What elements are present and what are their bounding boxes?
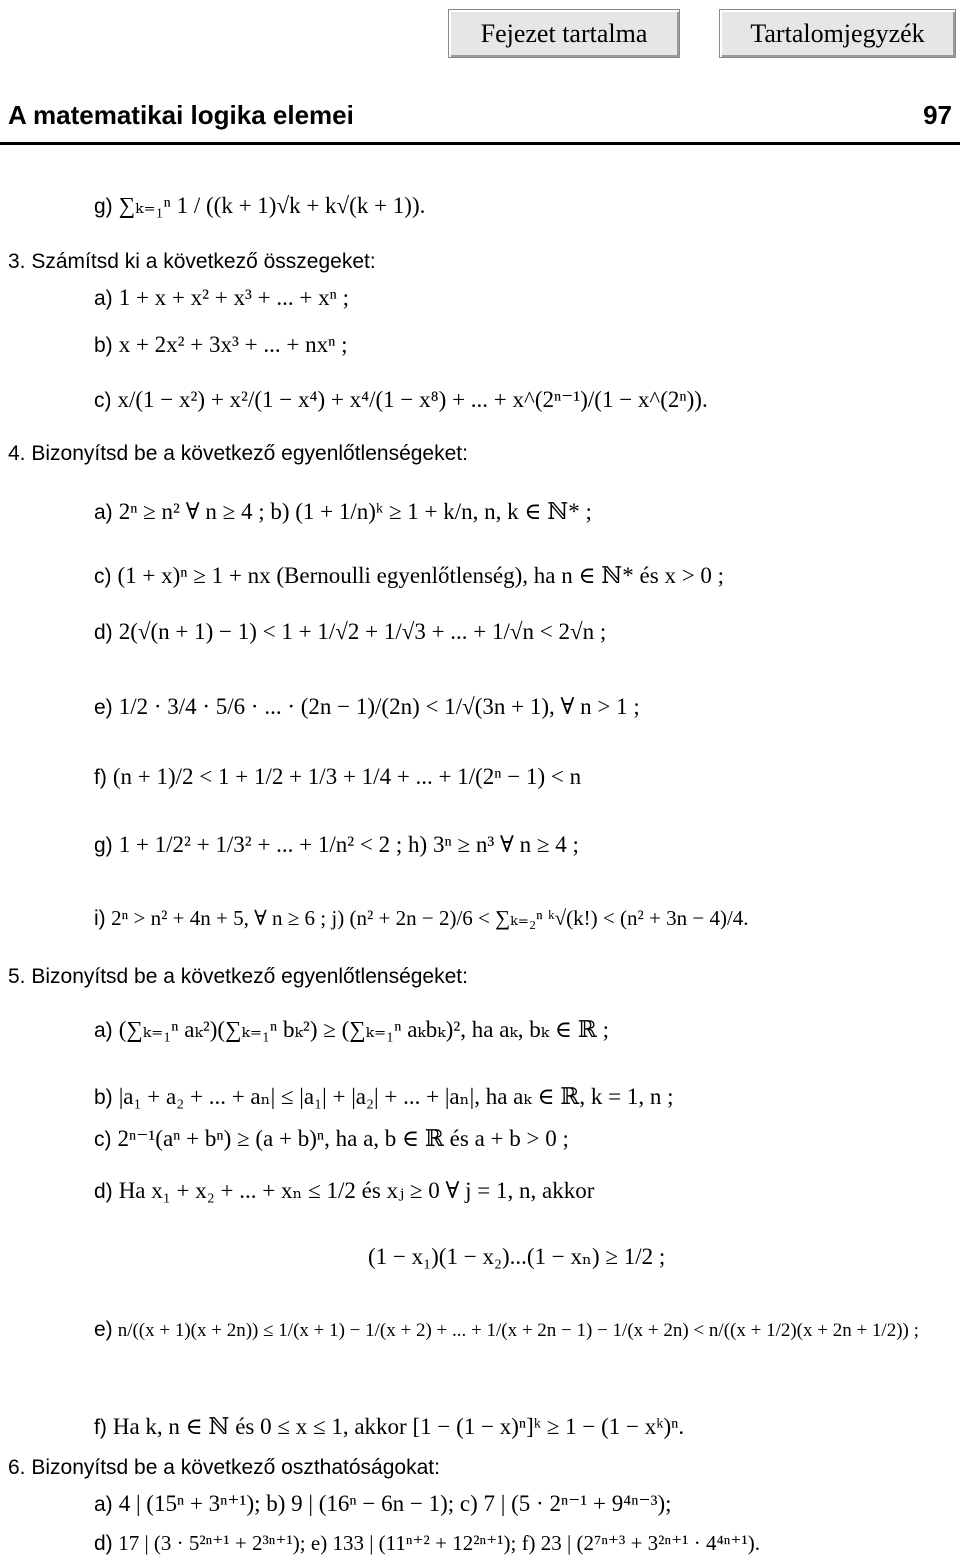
exercise-5a: a) (∑ₖ₌₁ⁿ aₖ²)(∑ₖ₌₁ⁿ bₖ²) ≥ (∑ₖ₌₁ⁿ aₖbₖ)², ha aₖ, bₖ ∈ ℝ ; [94,1017,609,1042]
exercise-3a: a) 1 + x + x² + x³ + ... + xⁿ ; [94,285,349,310]
exercise-5f: f) Ha k, n ∈ ℕ és 0 ≤ x ≤ 1, akkor [1 − (1 − x)ⁿ]ᵏ ≥ 1 − (1 − xᵏ)ⁿ. [94,1414,685,1439]
task-6-heading: 6. Bizonyítsd be a következő oszthatóságokat: [8,1456,440,1479]
table-of-contents-button[interactable]: Tartalomjegyzék [719,9,956,58]
exercise-3c: c) x/(1 − x²) + x²/(1 − x⁴) + x⁴/(1 − x⁸) + ... + x^(2ⁿ⁻¹)/(1 − x^(2ⁿ)). [94,387,708,412]
exercise-3b: b) x + 2x² + 3x³ + ... + nxⁿ ; [94,332,348,357]
exercise-4c: c) (1 + x)ⁿ ≥ 1 + nx (Bernoulli egyenlőtlenség), ha n ∈ ℕ* és x > 0 ; [94,563,725,588]
exercise-5c: c) 2ⁿ⁻¹(aⁿ + bⁿ) ≥ (a + b)ⁿ, ha a, b ∈ ℝ és a + b > 0 ; [94,1126,569,1151]
header-rule [0,142,960,145]
chapter-contents-button[interactable]: Fejezet tartalma [448,9,680,58]
page-number: 97 [923,100,952,130]
task-4-heading: 4. Bizonyítsd be a következő egyenlőtlenségeket: [8,442,468,465]
exercise-2g: g) ∑ₖ₌₁ⁿ 1 / ((k + 1)√k + k√(k + 1)). [94,193,426,218]
exercise-6d-6f: d) 17 | (3 · 5²ⁿ⁺¹ + 2³ⁿ⁺¹); e) 133 | (11ⁿ⁺² + 12²ⁿ⁺¹); f) 23 | (2⁷ⁿ⁺³ + 3²ⁿ⁺¹ · 4⁴ⁿ⁺¹). [94,1531,760,1555]
task-5-heading: 5. Bizonyítsd be a következő egyenlőtlenségeket: [8,965,468,988]
exercise-4i-4j: i) 2ⁿ > n² + 4n + 5, ∀ n ≥ 6 ; j) (n² + 2n − 2)/6 < ∑ₖ₌₂ⁿ ᵏ√(k!) < (n² + 3n − 4)/4. [94,906,749,930]
exercise-5b: b) |a₁ + a₂ + ... + aₙ| ≤ |a₁| + |a₂| + ... + |aₙ|, ha aₖ ∈ ℝ, k = 1, n ; [94,1084,674,1109]
exercise-6a-6c: a) 4 | (15ⁿ + 3ⁿ⁺¹); b) 9 | (16ⁿ − 6n − 1); c) 7 | (5 · 2ⁿ⁻¹ + 9⁴ⁿ⁻³); [94,1491,672,1516]
chapter-title: A matematikai logika elemei [8,100,354,130]
task-3-heading: 3. Számítsd ki a következő összegeket: [8,250,376,273]
exercise-4d: d) 2(√(n + 1) − 1) < 1 + 1/√2 + 1/√3 + ... + 1/√n < 2√n ; [94,619,607,644]
exercise-4a-4b: a) 2ⁿ ≥ n² ∀ n ≥ 4 ; b) (1 + 1/n)ᵏ ≥ 1 + k/n, n, k ∈ ℕ* ; [94,499,592,524]
exercise-4g-4h: g) 1 + 1/2² + 1/3² + ... + 1/n² < 2 ; h) 3ⁿ ≥ n³ ∀ n ≥ 4 ; [94,832,579,857]
exercise-5e: e) n/((x + 1)(x + 2n)) ≤ 1/(x + 1) − 1/(x + 2) + ... + 1/(x + 2n − 1) − 1/(x + 2n) < n/((x + 1/2)(x + 2n + 1/2)) ; [94,1318,919,1341]
page-header [8,100,952,134]
exercise-4f: f) (n + 1)/2 < 1 + 1/2 + 1/3 + 1/4 + ... + 1/(2ⁿ − 1) < n [94,764,582,789]
exercise-4e: e) 1/2 · 3/4 · 5/6 · ... · (2n − 1)/(2n) < 1/√(3n + 1), ∀ n > 1 ; [94,694,640,719]
exercise-5d: d) Ha x₁ + x₂ + ... + xₙ ≤ 1/2 és xⱼ ≥ 0 ∀ j = 1, n, akkor [94,1178,595,1203]
exercise-5d-conclusion: (1 − x₁)(1 − x₂)...(1 − xₙ) ≥ 1/2 ; [368,1244,666,1269]
